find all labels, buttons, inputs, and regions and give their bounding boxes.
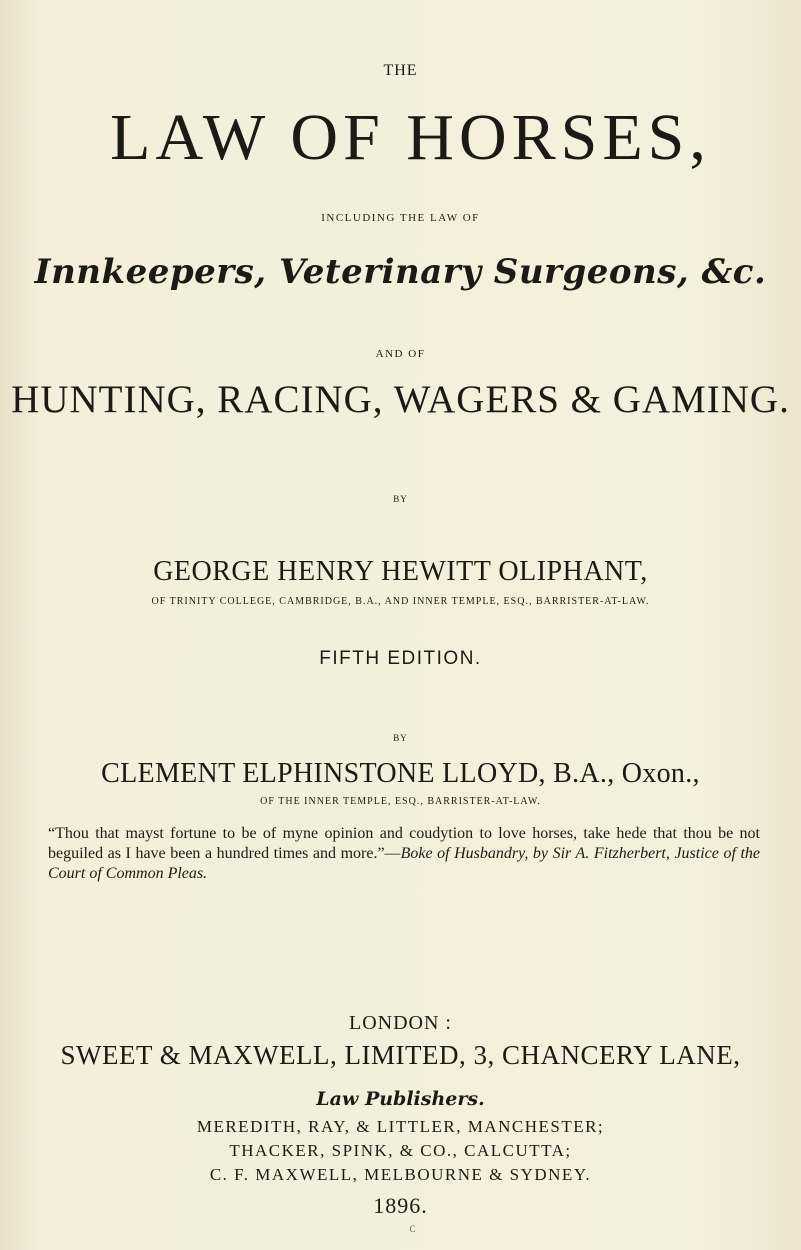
title-article: THE xyxy=(383,62,418,79)
second-subjects-title: HUNTING, RACING, WAGERS & GAMING. xyxy=(11,378,790,421)
main-title: LAW OF HORSES, xyxy=(110,101,711,174)
imprint-year: 1896. xyxy=(373,1193,428,1218)
imprint-agent: C. F. MAXWELL, MELBOURNE & SYDNEY. xyxy=(209,1165,592,1184)
imprint-agent: MEREDITH, RAY, & LITTLER, MANCHESTER; xyxy=(196,1117,605,1136)
epigraph-text: “Thou that mayst fortune to be of myne opinion and coudytion to love horses, take hede that thou be not beguiled as I have been a hundred times and more.”— xyxy=(48,825,760,862)
subjects-blackletter: Innkeepers, Veterinary Surgeons, &c. xyxy=(34,252,767,292)
by-author-label: BY xyxy=(393,494,408,504)
imprint-city: LONDON : xyxy=(349,1012,452,1034)
epigraph-citation: Boke of Husbandry, by Sir A. Fitzherbert, Justice of the Court of Common Pleas. xyxy=(48,845,760,882)
author-name: GEORGE HENRY HEWITT OLIPHANT, xyxy=(153,556,648,587)
imprint-publisher-role: Law Publishers. xyxy=(316,1088,485,1110)
editor-name: CLEMENT ELPHINSTONE LLOYD, B.A., Oxon., xyxy=(101,758,700,789)
imprint-agent: THACKER, SPINK, & CO., CALCUTTA; xyxy=(229,1141,572,1160)
and-of-line: AND OF xyxy=(375,348,426,360)
author-credentials: OF TRINITY COLLEGE, CAMBRIDGE, B.A., AND INNER TEMPLE, ESQ., BARRISTER-AT-LAW. xyxy=(151,596,650,607)
library-mark: C xyxy=(409,1224,416,1234)
imprint-publisher: SWEET & MAXWELL, LIMITED, 3, CHANCERY LANE, xyxy=(60,1040,741,1070)
by-editor-label: BY xyxy=(393,733,408,743)
edition-label: FIFTH EDITION. xyxy=(319,648,482,669)
including-line: INCLUDING THE LAW OF xyxy=(321,212,480,224)
epigraph xyxy=(48,824,760,884)
editor-credentials: OF THE INNER TEMPLE, ESQ., BARRISTER-AT-LAW. xyxy=(260,796,541,807)
